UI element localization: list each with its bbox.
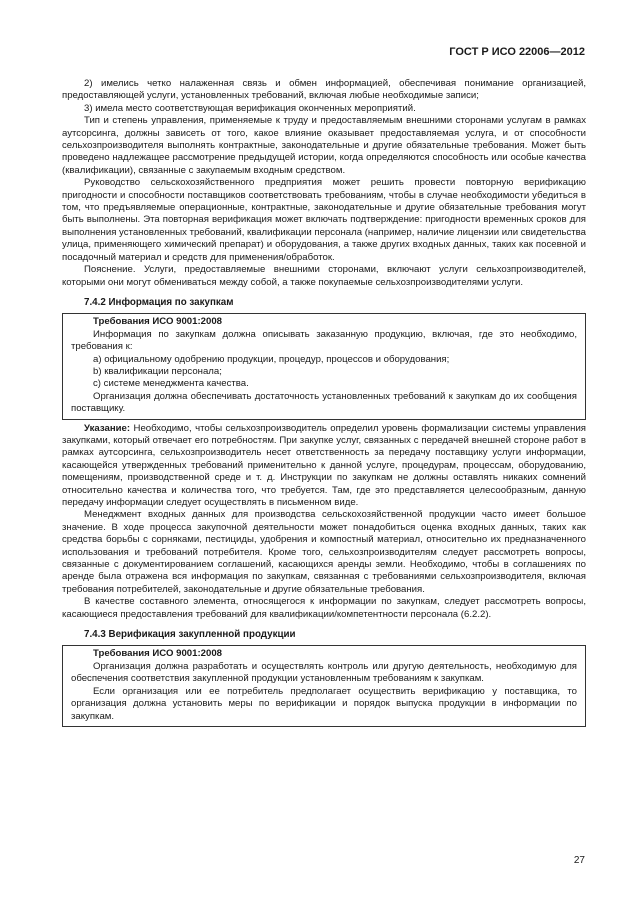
paragraph: Информация по закупкам должна описывать заказанную продукцию, включая, где это необходимо, требования к: xyxy=(71,328,577,353)
paragraph: Менеджмент входных данных для производства сельскохозяйственной продукции часто имеет большое значение. В ходе процесса закупочной деятельности может понадобиться оценка входных данных, таких как средства борьбы с сорняками, пестициды, удобрения и компостный материал, относительно их предназначенного использования и требований потребителя. Кроме того, сельхозпроизводителям следует рассмотреть вопросы, связанные с документированием соглашений, касающихся аренды земли. Необходимо, чтобы в соглашениях по аренде была отражена вся информация по закупкам, связанная с требованиями сельхозпроизводителя, включая требования потребителей, законодательные и другие обязательные требования. xyxy=(62,509,586,595)
paragraph: c) системе менеджмента качества. xyxy=(93,378,249,390)
paragraph: Руководство сельскохозяйственного предприятия может решить провести повторную верификацию пригодности и способности поставщиков соответствовать требованиям, чтобы в случае необходимости убедиться в том, что предъявляемые операционные, контрактные, законодательные и другие обязательные требования могут быть выполнены. Эта повторная верификация может включать подтверждение: пригодности временных сроков для выполнения установленных требований, квалификации персонала (например, наличие лицензии или свидетельства улица, применяющего химический препарат) и оборудования, а также других входных данных, таких как посевной и посадочный материал и средств для применения/обработок. xyxy=(62,177,587,263)
paragraph: Тип и степень управления, применяемые к труду и предоставляемым внешними сторонами услугам в рамках аутсорсинга, должны зависеть от того, какое влияние оказывает предоставляемая услуга, и от способности сельхозпроизводителя выполнять контрактные, законодательные и другие обязательные требования. Может быть проведено надлежащее рассмотрение предыдущей истории, когда определяются способность или особые качества (квалификации), связанные с закупаемым входным средством. xyxy=(62,115,586,176)
page-number: 27 xyxy=(573,855,585,866)
paragraph: a) официальному одобрению продукции, процедур, процессов и оборудования; xyxy=(93,353,450,365)
paragraph: Организация должна обеспечивать достаточность установленных требований к закупкам до их сообщения поставщику. xyxy=(71,390,577,415)
guidance-paragraph xyxy=(62,423,586,510)
requirements-title: Требования ИСО 9001:2008 xyxy=(93,648,223,660)
section-heading-7-4-3: 7.4.3 Верификация закупленной продукции xyxy=(84,629,296,641)
section-heading-7-4-2: 7.4.2 Информация по закупкам xyxy=(84,296,234,308)
paragraph: Если организация или ее потребитель предполагает осуществить верификацию у поставщика, то организация должна установить меры по верификации и порядок выпуска продукции в информации по закупкам. xyxy=(71,685,577,722)
paragraph: 3) имела место соответствующая верификация оконченных мероприятий. xyxy=(84,102,416,114)
paragraph: 2) имелись четко налаженная связь и обмен информацией, обеспечивая понимание организацией, предоставляющей услуги, установленных требований, включая любые необходимые записи; xyxy=(62,78,586,102)
paragraph: В качестве составного элемента, относящегося к информации по закупкам, следует рассмотреть вопросы, касающиеся предоставления требований для квалификации/компетентности персонала (6.2.2). xyxy=(62,596,586,620)
guidance-text: Необходимо, чтобы сельхозпроизводитель определил уровень формализации системы управления закупками, который отвечает его потребностям. При закупке услуг, связанных с передачей внешней стороне работ в рамках аутсорсинга, сельхозпроизводитель несет ответственность за передачу поставщику услуги информации, касающейся утвержденных требований применительно к данной услуге, процедурам, процессам, оборудованию, помещениям, производственной среде и т. д. Инструкции по закупкам не должны оставлять никаких сомнений относительно качества и количества того, что требуется. Там, где это представляется целесообразным, данную передачу информации следует осуществлять в письменном виде. xyxy=(62,422,586,508)
requirements-box xyxy=(62,313,586,419)
paragraph: Пояснение. Услуги, предоставляемые внешними сторонами, включают услуги сельхозпроизводителей, которыми они могут обмениваться между собой, а также покупаемые сельхозпроизводителями услуги. xyxy=(62,264,586,288)
page-content xyxy=(62,78,586,730)
requirements-box xyxy=(62,645,586,726)
paragraph: b) квалификации персонала; xyxy=(93,365,222,377)
requirements-title: Требования ИСО 9001:2008 xyxy=(93,316,223,328)
paragraph: Организация должна разработать и осуществлять контроль или другую деятельность, необходимую для обеспечения соответствия закупленной продукции установленным требованиям к закупкам. xyxy=(71,660,577,685)
document-header: ГОСТ Р ИСО 22006—2012 xyxy=(449,46,585,58)
guidance-label: Указание: xyxy=(84,422,131,434)
